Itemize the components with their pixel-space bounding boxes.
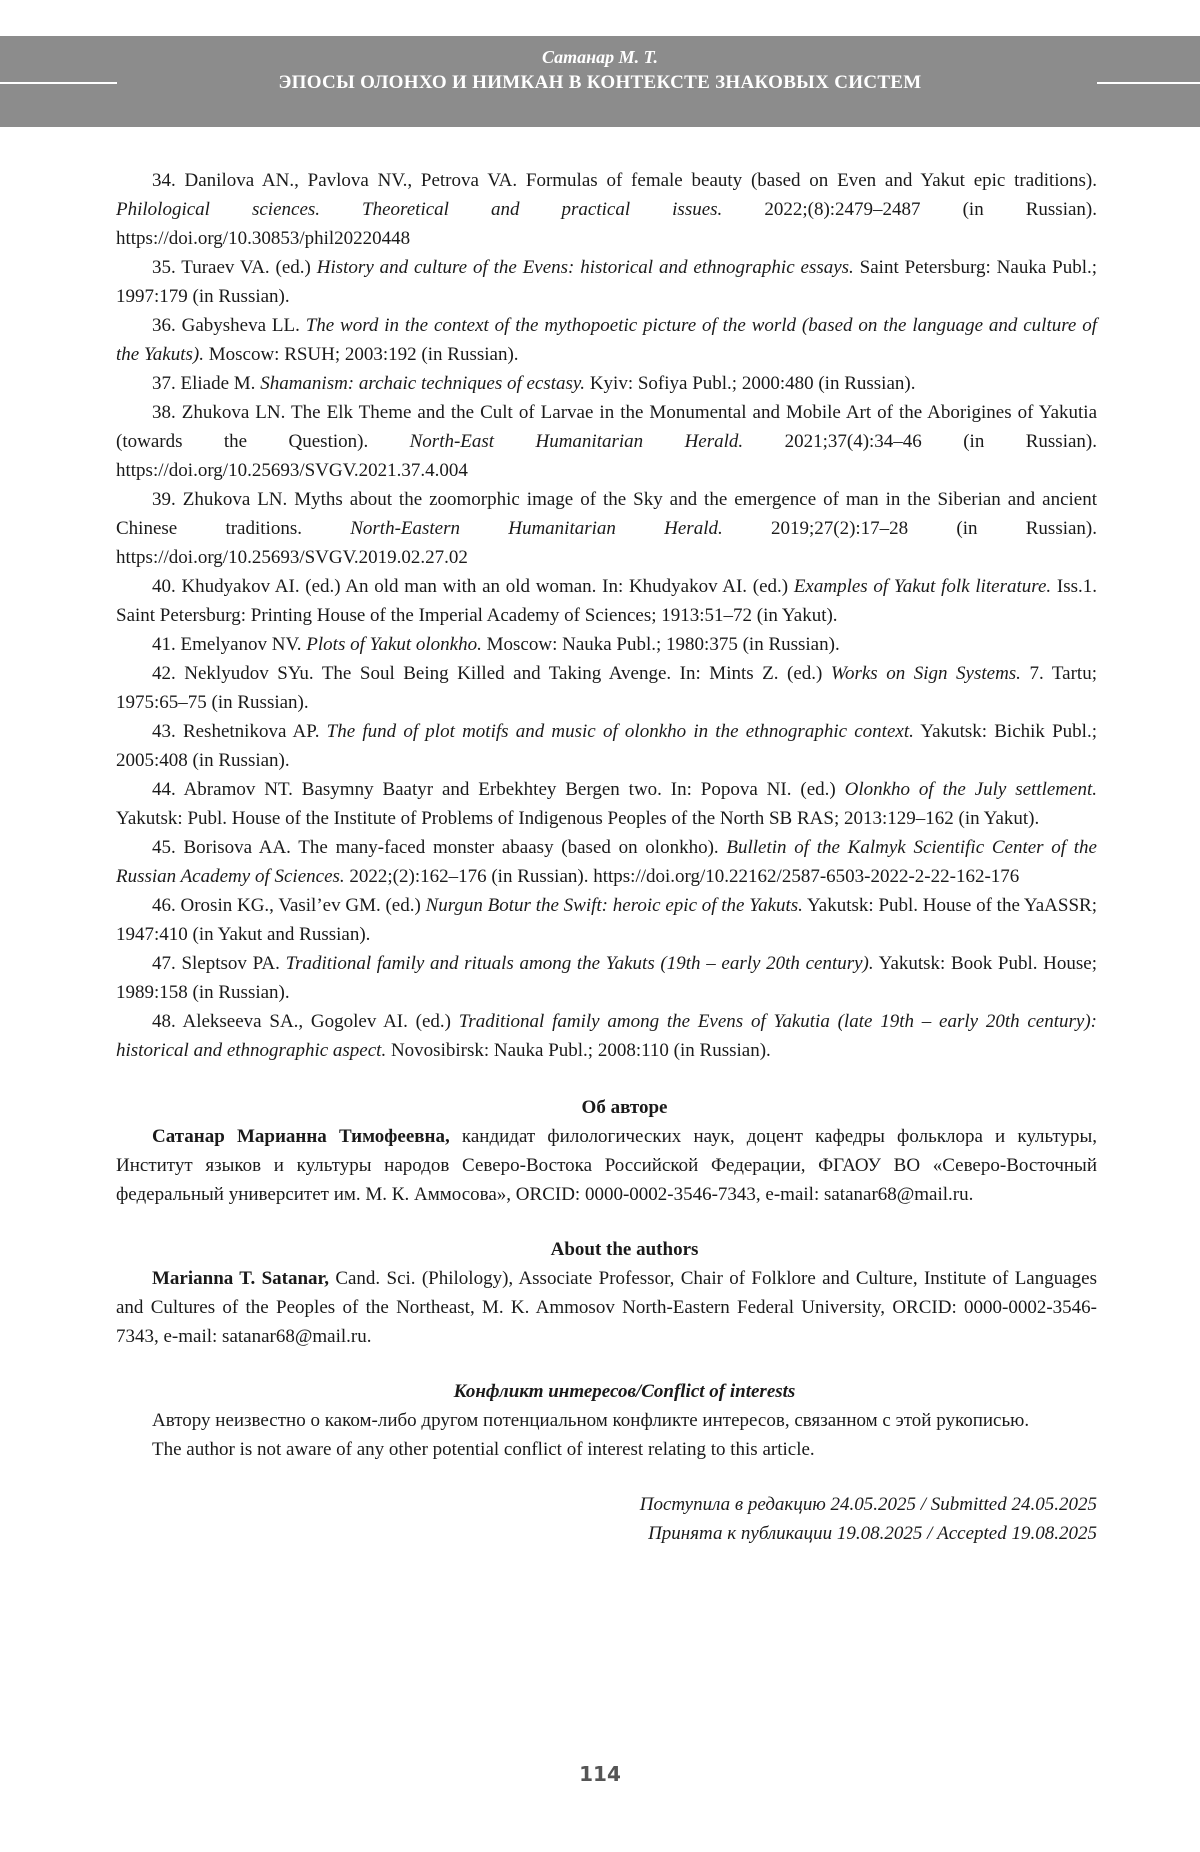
reference-item [116, 949, 1097, 1007]
about-en-paragraph [116, 1264, 1097, 1351]
reference-text: 43. Reshetnikova AP. [152, 721, 327, 742]
reference-details: Yakutsk: Publ. House of the YaASSR; 1947:410 (in Yakut and Russian). [116, 895, 1097, 945]
running-header [0, 36, 1200, 127]
about-ru-heading: Об авторе [581, 1097, 668, 1118]
reference-source: Traditional family among the Evens of Yakutia (late 19th – early 20th century): historical and ethnographic aspect. [116, 1011, 1098, 1061]
reference-source: Plots of Yakut olonkho. [306, 634, 482, 655]
reference-source: North-Eastern Humanitarian Herald. [350, 518, 723, 539]
reference-details: Yakutsk: Publ. House of the Institute of Problems of Indigenous Peoples of the North SB RAS; 2013:129–162 (in Yakut). [116, 808, 1040, 829]
reference-text: 38. Zhukova LN. The Elk Theme and the Cult of Larvae in the Monumental and Mobile Art of the Aborigines of Yakutia (towards the Question). [116, 402, 1097, 452]
reference-item [116, 166, 1097, 253]
dates-block [116, 1490, 1097, 1548]
reference-source: History and culture of the Evens: historical and ethnographic essays. [316, 257, 854, 278]
reference-item [116, 891, 1097, 949]
reference-text: 34. Danilova AN., Pavlova NV., Petrova VA. Formulas of female beauty (based on Even and Yakut epic traditions). [152, 170, 1097, 191]
header-author: Сатанар М. Т. [542, 47, 658, 67]
reference-source: Shamanism: archaic techniques of ecstasy. [260, 373, 586, 394]
reference-item [116, 398, 1097, 485]
reference-details: Yakutsk: Bichik Publ.; 2005:408 (in Russian). [116, 721, 1097, 771]
about-en-text: Cand. Sci. (Philology), Associate Professor, Chair of Folklore and Culture, Institute of Languages and Cultures of the Peoples of the Northeast, M. K. Ammosov North-Eastern Federal University, ORCID: 0000-0002-3546-7343, e-mail: satanar68@mail.ru. [116, 1268, 1097, 1347]
reference-source: Works on Sign Systems. [830, 663, 1021, 684]
reference-text: 41. Emelyanov NV. [152, 634, 307, 655]
reference-details: Kyiv: Sofiya Publ.; 2000:480 (in Russian). [585, 373, 916, 394]
conflict-heading: Конфликт интересов/Conflict of interests [453, 1381, 796, 1402]
reference-text: 48. Alekseeva SA., Gogolev AI. (ed.) [152, 1011, 459, 1032]
reference-text: 46. Orosin KG., Vasil’ev GM. (ed.) [152, 895, 426, 916]
reference-text: 40. Khudyakov AI. (ed.) An old man with an old woman. In: Khudyakov AI. (ed.) [152, 576, 794, 597]
reference-item [116, 630, 1097, 659]
author-name-en: Marianna T. Satanar, [152, 1268, 329, 1289]
about-ru-text: кандидат филологических наук, доцент кафедры фольклора и культуры, Институт языков и культуры народов Северо-Востока Российской Федерации, ФГАОУ ВО «Северо-Восточный федеральный университет им. М. К. Аммосова», ORCID: 0000-0002-3546-7343, e-mail: satanar68@mail.ru. [116, 1126, 1097, 1205]
reference-source: Olonkho of the July settlement. [844, 779, 1097, 800]
reference-text: 42. Neklyudov SYu. The Soul Being Killed and Taking Avenge. In: Mints Z. (ed.) [152, 663, 831, 684]
reference-source: Bulletin of the Kalmyk Scientific Center of the Russian Academy of Sciences. [116, 837, 1097, 887]
reference-item [116, 572, 1097, 630]
reference-item [116, 1007, 1097, 1065]
reference-list [116, 166, 1097, 1065]
reference-item [116, 485, 1097, 572]
reference-item [116, 775, 1097, 833]
reference-details: 2022;(2):162–176 (in Russian). https://doi.org/10.22162/2587-6503-2022-2-22-162-176 [344, 866, 1020, 887]
submitted-date: Поступила в редакцию 24.05.2025 / Submitted 24.05.2025 [639, 1494, 1097, 1515]
about-en-heading: About the authors [550, 1239, 699, 1260]
reference-details: Moscow: Nauka Publ.; 1980:375 (in Russian). [481, 634, 840, 655]
header-title: ЭПОСЫ ОЛОНХО И НИМКАН В КОНТЕКСТЕ ЗНАКОВЫХ СИСТЕМ [278, 72, 922, 93]
reference-item [116, 311, 1097, 369]
reference-details: Iss.1. Saint Petersburg: Printing House of the Imperial Academy of Sciences; 1913:51–72 (in Yakut). [116, 576, 1097, 626]
reference-source: North-East Humanitarian Herald. [409, 431, 744, 452]
reference-item [116, 717, 1097, 775]
reference-item [116, 833, 1097, 891]
conflict-en: The author is not aware of any other potential conflict of interest relating to this article. [152, 1439, 815, 1460]
reference-details: 7. Tartu; 1975:65–75 (in Russian). [116, 663, 1097, 713]
reference-details: 2022;(8):2479–2487 (in Russian). https://doi.org/10.30853/phil20220448 [116, 199, 1097, 249]
reference-text: 45. Borisova AA. The many-faced monster abaasy (based on olonkho). [152, 837, 727, 858]
page-content [116, 166, 1097, 1548]
reference-source: Traditional family and rituals among the Yakuts (19th – early 20th century). [285, 953, 874, 974]
reference-details: 2021;37(4):34–46 (in Russian). https://doi.org/10.25693/SVGV.2021.37.4.004 [116, 431, 1097, 481]
conflict-ru: Автору неизвестно о каком-либо другом потенциальном конфликте интересов, связанном с этой рукописью. [152, 1410, 1030, 1431]
reference-text: 35. Turaev VA. (ed.) [152, 257, 317, 278]
reference-text: 47. Sleptsov PA. [152, 953, 286, 974]
reference-source: Philological sciences. Theoretical and practical issues. [116, 199, 723, 220]
reference-details: Yakutsk: Book Publ. House; 1989:158 (in Russian). [116, 953, 1097, 1003]
reference-source: The word in the context of the mythopoetic picture of the world (based on the language and culture of the Yakuts). [116, 315, 1097, 365]
reference-item [116, 369, 1097, 398]
about-ru-paragraph [116, 1122, 1097, 1209]
reference-item [116, 253, 1097, 311]
reference-text: 36. Gabysheva LL. [152, 315, 306, 336]
accepted-date: Принята к публикации 19.08.2025 / Accepted 19.08.2025 [648, 1523, 1097, 1544]
reference-item [116, 659, 1097, 717]
reference-details: Moscow: RSUH; 2003:192 (in Russian). [203, 344, 519, 365]
reference-source: Examples of Yakut folk literature. [793, 576, 1052, 597]
reference-text: 37. Eliade M. [152, 373, 261, 394]
reference-details: 2019;27(2):17–28 (in Russian). https://doi.org/10.25693/SVGV.2019.02.27.02 [116, 518, 1098, 568]
reference-source: The fund of plot motifs and music of olonkho in the ethnographic context. [326, 721, 914, 742]
reference-text: 44. Abramov NT. Basymny Baatyr and Erbekhtey Bergen two. In: Popova NI. (ed.) [152, 779, 845, 800]
reference-source: Nurgun Botur the Swift: heroic epic of the Yakuts. [425, 895, 803, 916]
reference-details: Novosibirsk: Nauka Publ.; 2008:110 (in Russian). [386, 1040, 771, 1061]
page-number: 114 [579, 1762, 621, 1786]
reference-details: Saint Petersburg: Nauka Publ.; 1997:179 (in Russian). [116, 257, 1097, 307]
reference-text: 39. Zhukova LN. Myths about the zoomorphic image of the Sky and the emergence of man in the Siberian and ancient Chinese traditions. [116, 489, 1097, 539]
author-name-ru: Сатанар Марианна Тимофеевна, [152, 1126, 450, 1147]
